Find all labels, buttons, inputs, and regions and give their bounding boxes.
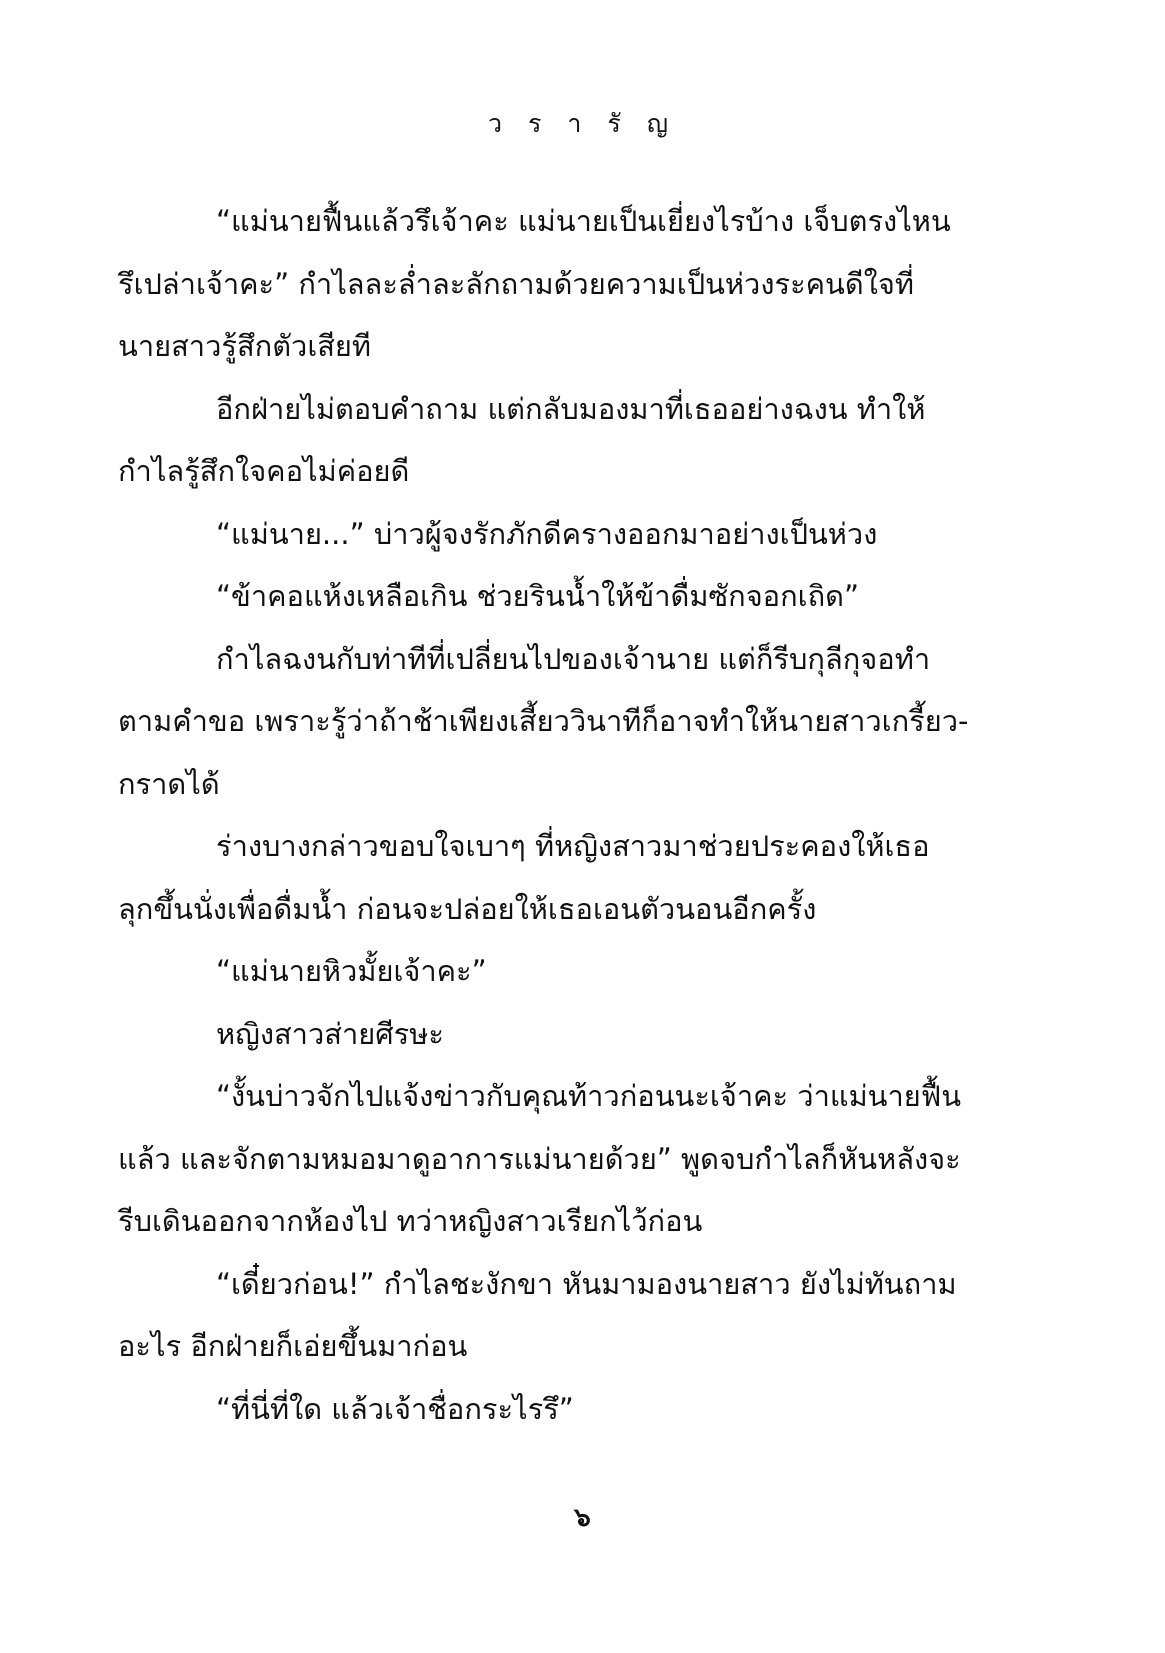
text-line: ตามคำขอ เพราะรู้ว่าถ้าช้าเพียงเสี้ยววินาทีก็อาจทำให้นายสาวเกรี้ยว- (118, 704, 969, 738)
body-text (118, 198, 978, 1448)
text-line: “เดี๋ยวก่อน!” กำไลชะงักขา หันมามองนายสาว ยังไม่ทันถาม (216, 1266, 957, 1301)
text-line: “แม่นาย...” บ่าวผู้จงรักภักดีครางออกมาอย่างเป็นห่วง (216, 516, 878, 551)
text-line: กำไลฉงนกับท่าทีที่เปลี่ยนไปของเจ้านาย แต่ก็รีบกุลีกุจอทำ (216, 641, 931, 676)
page-number: ๖ (574, 1503, 591, 1533)
text-line: หญิงสาวส่ายศีรษะ (216, 1016, 444, 1051)
text-line: กราดได้ (118, 766, 220, 801)
text-line: “ข้าคอแห้งเหลือเกิน ช่วยรินน้ำให้ข้าดื่มซักจอกเถิด” (216, 579, 859, 613)
text-line: รึเปล่าเจ้าคะ” กำไลละล่ำละลักถามด้วยความเป็นห่วงระคนดีใจที่ (118, 266, 914, 301)
text-line: กำไลรู้สึกใจคอไม่ค่อยดี (118, 454, 410, 488)
text-line: “แม่นายหิวมั้ยเจ้าคะ” (216, 954, 487, 988)
text-line: อะไร อีกฝ่ายก็เอ่ยขึ้นมาก่อน (118, 1329, 468, 1363)
text-line: แล้ว และจักตามหมอมาดูอาการแม่นายด้วย” พูดจบกำไลก็หันหลังจะ (118, 1141, 961, 1176)
text-line: อีกฝ่ายไม่ตอบคำถาม แต่กลับมองมาที่เธออย่างฉงน ทำให้ (216, 391, 926, 426)
text-line: “ที่นี่ที่ใด แล้วเจ้าชื่อกระไรรึ” (216, 1391, 574, 1426)
text-line: รีบเดินออกจากห้องไป ทว่าหญิงสาวเรียกไว้ก่อน (118, 1204, 703, 1238)
text-line: “แม่นายฟื้นแล้วรึเจ้าคะ แม่นายเป็นเยี่ยงไรบ้าง เจ็บตรงไหน (216, 204, 951, 238)
text-line: “งั้นบ่าวจักไปแจ้งข่าวกับคุณท้าวก่อนนะเจ้าคะ ว่าแม่นายฟื้น (216, 1079, 962, 1113)
text-line: นายสาวรู้สึกตัวเสียที (118, 329, 372, 363)
text-line: ลุกขึ้นนั่งเพื่อดื่มน้ำ ก่อนจะปล่อยให้เธอเอนตัวนอนอีกครั้ง (118, 891, 817, 926)
text-line: ร่างบางกล่าวขอบใจเบาๆ ที่หญิงสาวมาช่วยประคองให้เธอ (216, 829, 930, 863)
page-header-title: ว ร า รั ญ (487, 109, 678, 138)
